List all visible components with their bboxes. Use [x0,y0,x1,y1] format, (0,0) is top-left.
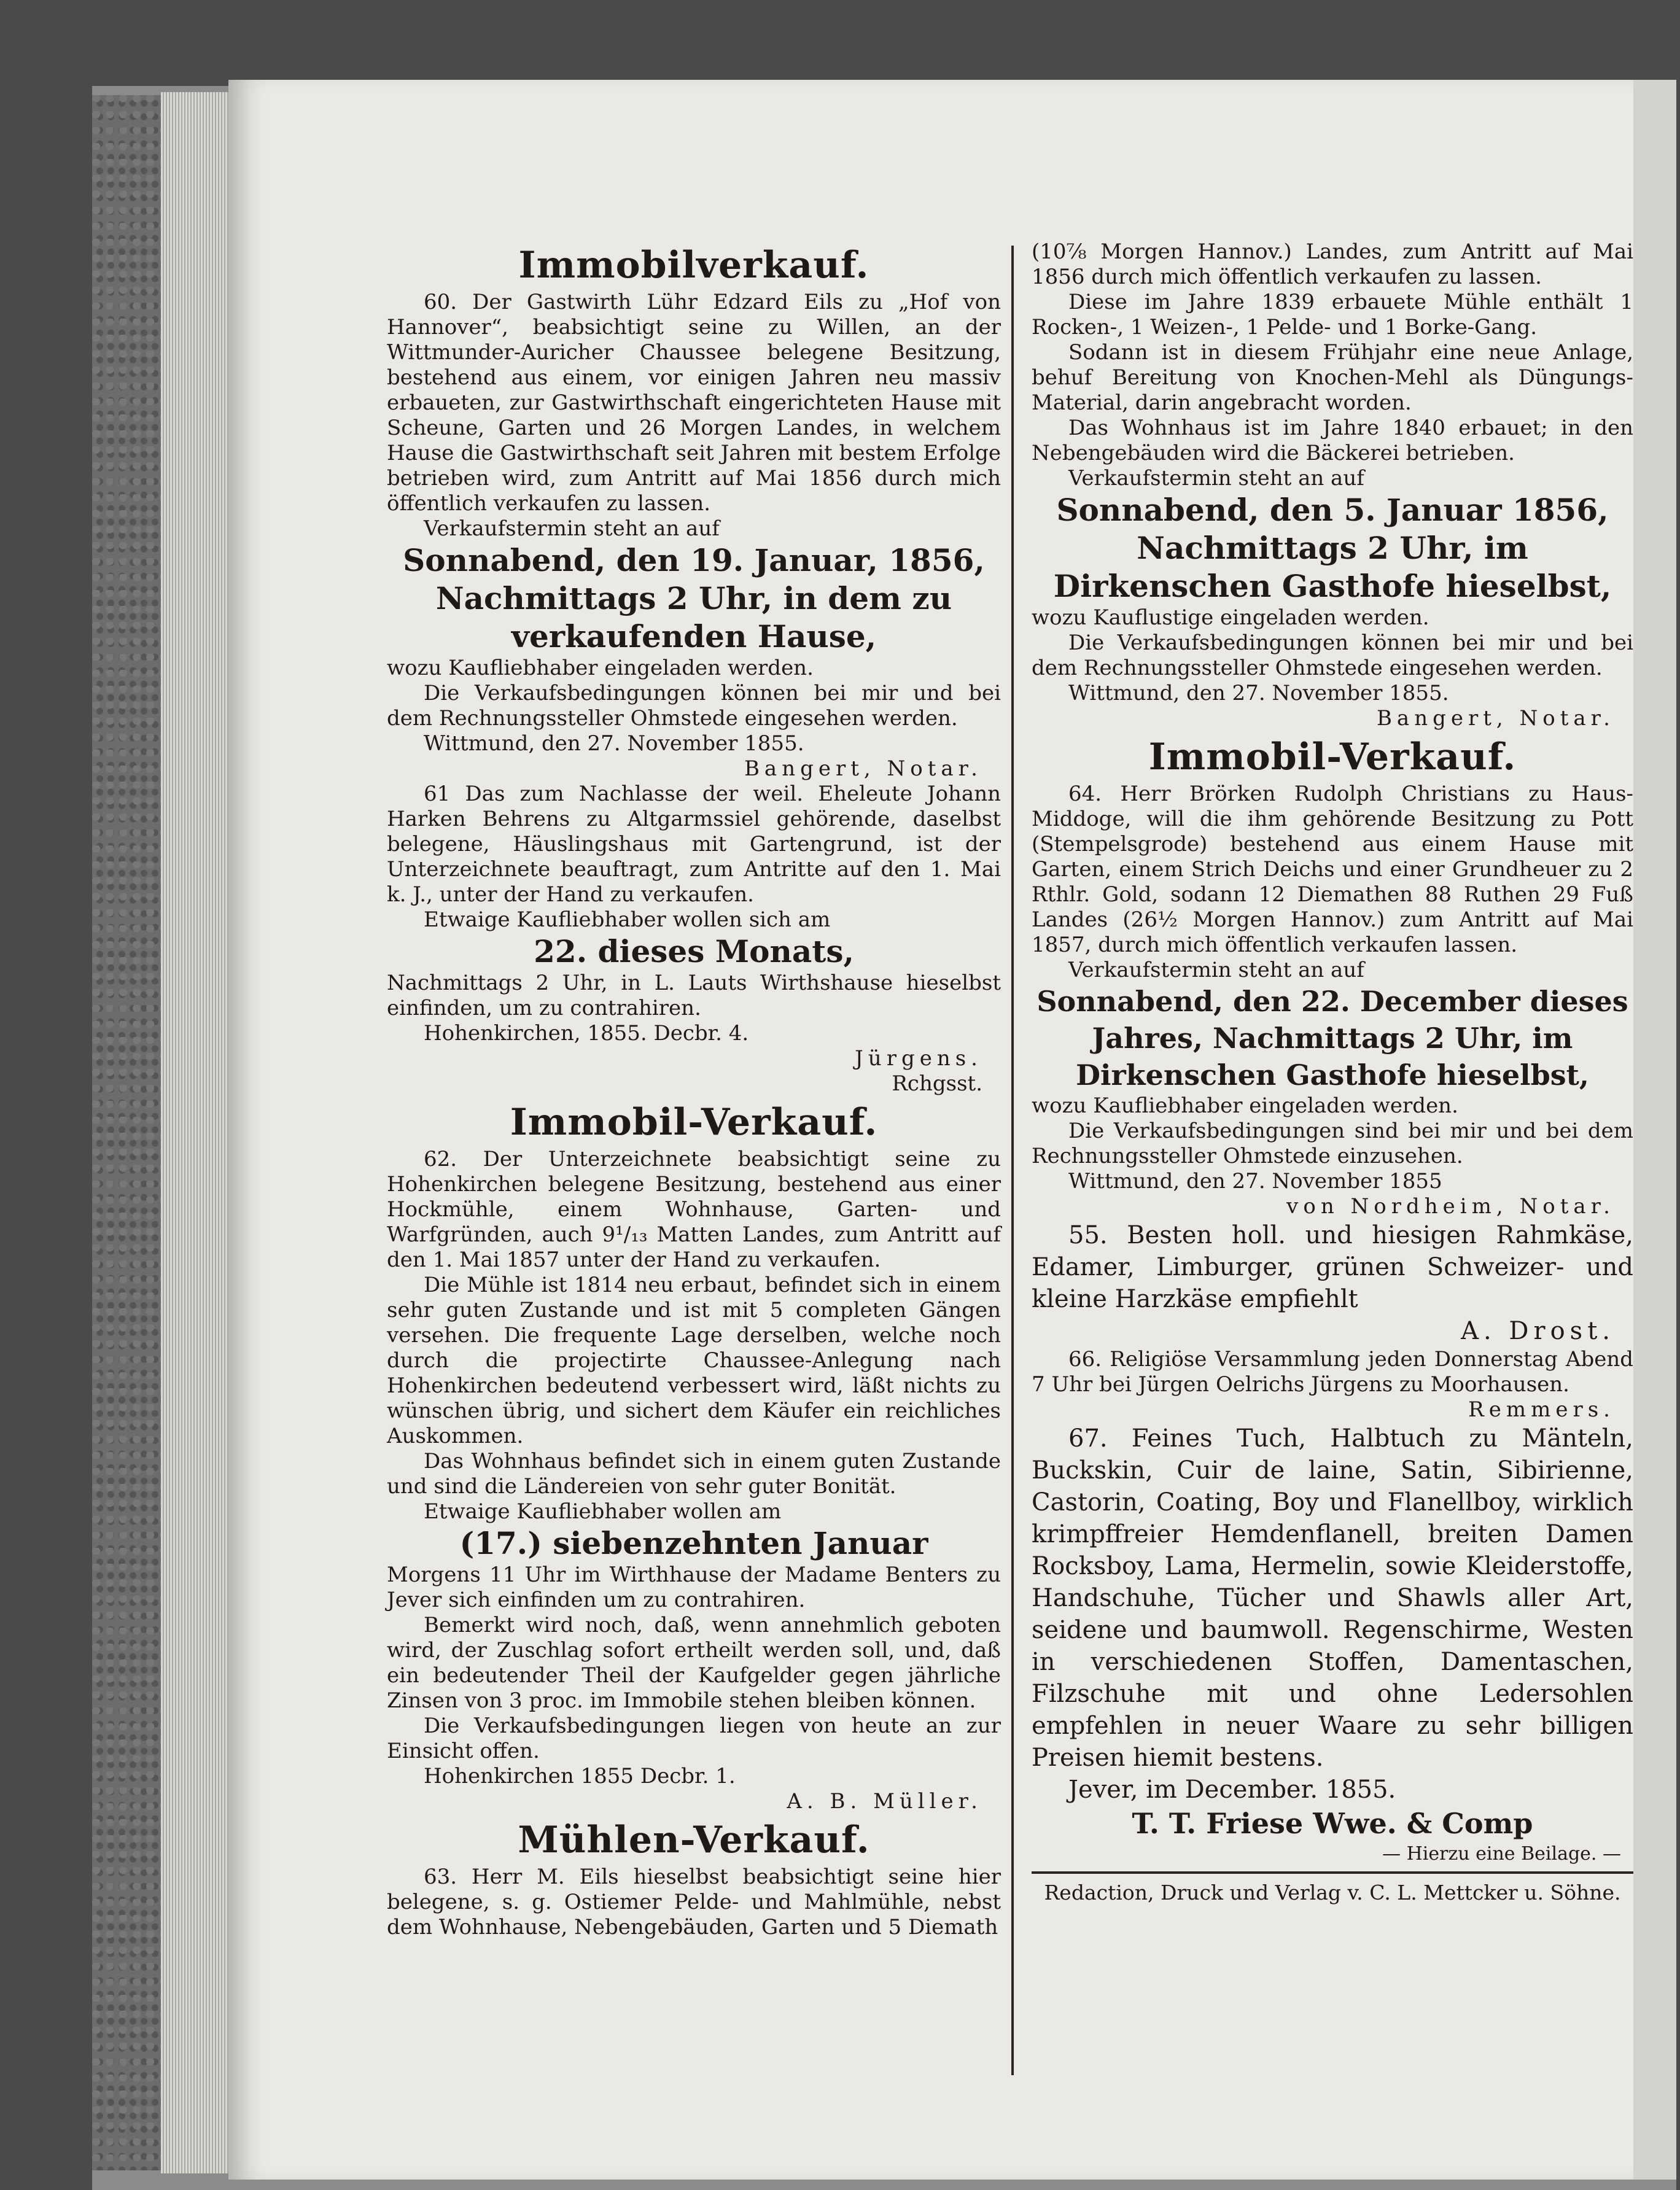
ad-62-text: 62. Der Unterzeichnete beabsichtigt seine zu Hohenkirchen belegene Besitzung, bestehend aus einer Hockmühle, einem Wohnhause, Garten- und Warfgründen, auch 9¹/₁₃ Matten Landes, zum Antritt auf den 1. Mai 1857 unter der Hand zu verkaufen. [387,1147,1001,1272]
ad-62-signature: A. B. Müller. [787,1789,982,1814]
heading-immobil-verkauf-2: Immobil-Verkauf. [1148,736,1517,779]
ad-60-termin: Verkaufstermin steht an auf [424,516,720,541]
ad-60-text: 60. Der Gastwirth Lühr Edzard Eils zu „Hof von Hannover“, beabsichtigt seine zu Willen, an der Wittmunder-Auricher Chaussee belegene Besitzung, bestehend aus einem, vor einigen Jahren neu massiv erbaueten, zur Gastwirthschaft eingerichteten Hause mit Scheune, Garten und 26 Morgen Landes, in welchem Hause die Gastwirthschaft seit Jahren mit bestem Erfolge betrieben wird, zum Antritt auf Mai 1856 durch mich öffentlich verkaufen zu lassen. [387,290,1001,516]
ad-64-conditions: Die Verkaufsbedingungen sind bei mir und bei dem Rechnungssteller Ohmstede einzusehen. [1032,1119,1633,1168]
imprint: Redaction, Druck und Verlag v. C. L. Mettcker u. Söhne. [1044,1881,1621,1905]
column-divider [1011,246,1014,2075]
ad-67-firm: T. T. Friese Wwe. & Comp [1132,1807,1533,1840]
imprint-rule [1032,1871,1633,1874]
ad-60-signature: Bangert, Notar. [744,756,982,781]
ad-63-house: Das Wohnhaus ist im Jahre 1840 erbauet; in den Nebengebäuden wird die Bäckerei betrieben. [1032,416,1633,465]
ad-62-note: Bemerkt wird noch, daß, wenn annehmlich geboten wird, der Zuschlag sofort ertheilt werden soll, und, daß ein bedeutender Theil der Kaufgelder gegen jährliche Zinsen von 3 proc. im Immobile stehen bleiben können. [387,1613,1001,1713]
ad-60-date: Sonnabend, den 19. Januar, 1856, Nachmittags 2 Uhr, in dem zu verkaufenden Hause, [403,542,985,654]
ad-63-text: 63. Herr M. Eils hieselbst beabsichtigt seine hier belegene, s. g. Ostiemer Pelde- und Mahlmühle, nebst dem Wohnhause, Nebengebäuden, Garten und 5 Diemath [387,1865,1001,1940]
ad-64-invite: wozu Kaufliebhaber eingeladen werden. [1032,1093,1458,1118]
ad-61-signature-title: Rchgsst. [892,1071,982,1096]
ad-64-termin: Verkaufstermin steht an auf [1068,958,1364,982]
ad-64-signature: von Nordheim, Notar. [1286,1194,1615,1219]
ad-61-date: 22. dieses Monats, [534,933,854,969]
ad-63-invite: wozu Kauflustige eingeladen werden. [1032,605,1429,630]
left-column [387,239,1001,1940]
supplement-note: — Hierzu eine Beilage. — [1382,1843,1621,1865]
heading-immobil-verkauf-1: Immobil-Verkauf. [510,1101,878,1144]
ad-63-termin: Verkaufstermin steht an auf [1068,466,1364,491]
ad-61-text: 61 Das zum Nachlasse der weil. Eheleute Johann Harken Behrens zu Altgarmssiel gehörende, daselbst belegene, Häuslingshaus mit Gartengrund, ist der Unterzeichnete beauftragt, zum Antritte auf den 1. Mai k. J., unter der Hand zu verkaufen. [387,782,1001,907]
ad-62-house: Das Wohnhaus befindet sich in einem guten Zustande und sind die Ländereien von sehr guter Bonität. [387,1449,1001,1499]
ad-55-text: 55. Besten holl. und hiesigen Rahmkäse, Edamer, Limburger, grünen Schweizer- und kleine Harzkäse empfiehlt [1032,1221,1633,1313]
ad-66-text: 66. Religiöse Versammlung jeden Donnerstag Abend 7 Uhr bei Jürgen Oelrichs Jürgens zu Moorhausen. [1032,1347,1633,1397]
ad-63-mill: Diese im Jahre 1839 erbauete Mühle enthält 1 Rocken-, 1 Weizen-, 1 Pelde- und 1 Borke-Gang. [1032,290,1633,340]
ad-55-signature: A. Drost. [1461,1317,1615,1345]
ad-64-place-date: Wittmund, den 27. November 1855 [1068,1169,1442,1194]
heading-muehlen-verkauf: Mühlen-Verkauf. [518,1819,870,1862]
ad-60-place-date: Wittmund, den 27. November 1855. [424,731,804,756]
ad-63-continued: (10⅞ Morgen Hannov.) Landes, zum Antritt auf Mai 1856 durch mich öffentlich verkaufen zu lassen. [1032,239,1633,289]
ad-62-time: Morgens 11 Uhr im Wirthhause der Madame Benters zu Jever sich einfinden um zu contrahiren. [387,1563,1001,1612]
ad-63-place-date: Wittmund, den 27. November 1855. [1068,681,1449,705]
ad-61-place-date: Hohenkirchen, 1855. Decbr. 4. [424,1021,749,1046]
ad-64-date: Sonnabend, den 22. December dieses Jahres, Nachmittags 2 Uhr, im Dirkenschen Gasthofe hieselbst, [1036,985,1628,1092]
ad-63-facility: Sodann ist in diesem Frühjahr eine neue Anlage, behuf Bereitung von Knochen-Mehl als Düngungs-Material, darin angebracht worden. [1032,340,1633,415]
ad-60-invite: wozu Kaufliebhaber eingeladen werden. [387,656,814,680]
ad-62-mill: Die Mühle ist 1814 neu erbaut, befindet sich in einem sehr guten Zustande und ist mit 5 completen Gängen versehen. Die frequente Lage derselben, welche noch durch die projectirte Chaussee-Anlegung nach Hohenkirchen bedeutend verbessert wird, läßt nichts zu wünschen übrig, und sichert dem Käufer ein reichliches Auskommen. [387,1273,1001,1448]
ad-63-signature: Bangert, Notar. [1376,706,1615,731]
ad-62-date: (17.) siebenzehnten Januar [459,1525,928,1561]
page-right-edge [1633,80,1676,2180]
right-column [1032,239,1633,1905]
ad-61-signature: Jürgens. [855,1046,982,1071]
book-spine-marbled-cover [92,95,166,2170]
ad-62-place-date: Hohenkirchen 1855 Decbr. 1. [424,1764,736,1788]
ad-66-signature: Remmers. [1468,1397,1615,1422]
page-edges [161,92,235,2173]
ad-61-time: Nachmittags 2 Uhr, in L. Lauts Wirthshause hieselbst einfinden, um zu contrahiren. [387,971,1001,1020]
ad-62-invite: Etwaige Kaufliebhaber wollen am [424,1499,782,1524]
ad-63-date: Sonnabend, den 5. Januar 1856, Nachmittags 2 Uhr, im Dirkenschen Gasthofe hieselbst, [1053,492,1612,604]
ad-62-conditions: Die Verkaufsbedingungen liegen von heute an zur Einsicht offen. [387,1714,1001,1763]
heading-immobilverkauf: Immobilverkauf. [518,244,869,287]
ad-60-conditions: Die Verkaufsbedingungen können bei mir und bei dem Rechnungssteller Ohmstede eingesehen werden. [387,681,1001,731]
ad-67-text: 67. Feines Tuch, Halbtuch zu Mänteln, Buckskin, Cuir de laine, Satin, Sibirienne, Castorin, Coating, Boy und Flanellboy, wirklich krimpffreier Hemdenflanell, breiten Damen Rocksboy, Lama, Hermelin, sowie Kleiderstoffe, Handschuhe, Tücher und Shawls aller Art, seidene und baumwoll. Regenschirme, Westen in verschiedenen Stoffen, Damentaschen, Filzschuhe mit und ohne Ledersohlen empfehlen in neuer Waare zu sehr billigen Preisen hiemit bestens. [1032,1424,1633,1772]
ad-64-text: 64. Herr Brörken Rudolph Christians zu Haus-Middoge, will die ihm gehörende Besitzung zu Pott (Stempelsgrode) bestehend aus einem Hause mit Garten, einem Strich Deichs und einer Grundheuer zu 2 Rthlr. Gold, sodann 12 Diemathen 88 Ruthen 29 Fuß Landes (26½ Morgen Hannov.) zum Antritt auf Mai 1857, durch mich öffentlich verkaufen lassen. [1032,782,1633,957]
ad-63-conditions: Die Verkaufsbedingungen können bei mir und bei dem Rechnungssteller Ohmstede eingesehen werden. [1032,631,1633,680]
ad-61-invite: Etwaige Kaufliebhaber wollen sich am [424,907,831,932]
ad-67-place-date: Jever, im December. 1855. [1068,1776,1396,1804]
